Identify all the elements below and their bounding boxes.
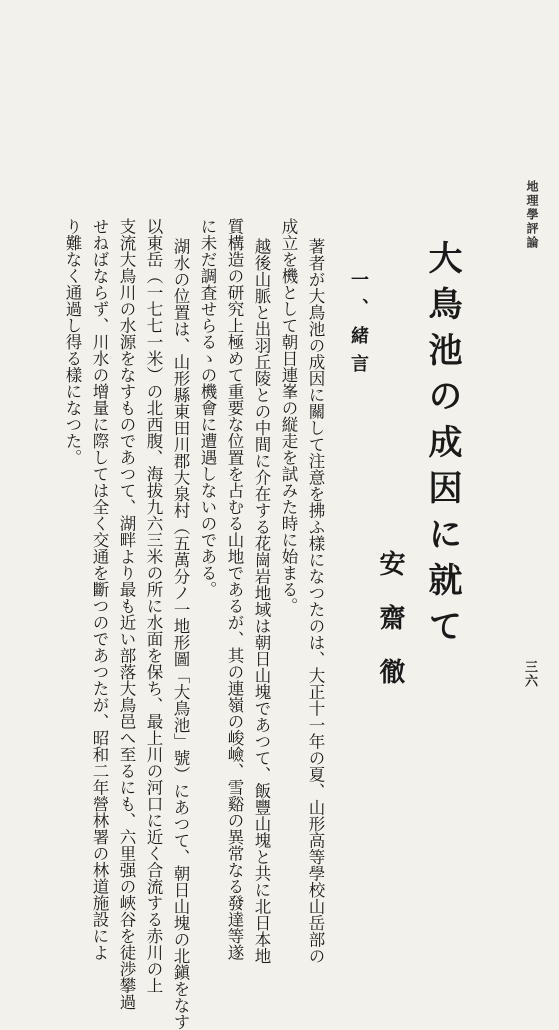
body-line: 湖水の位置は、山形縣東田川郡大泉村（五萬分ノ一地形圖「大鳥池」號）にあつて、朝日山塊の北鎭をなす [171,238,190,1030]
body-line: に未だ調査せらるゝの機會に遭遇しないのである。 [198,218,217,598]
author-name: 安齋徹 [375,550,405,712]
body-line: 以東岳（一七七一米）の北西腹、海拔九六三米の所に水面を保ち、最上川の河口に近く合流する赤川の上 [144,218,163,994]
section-heading: 一、緒言 [348,270,369,382]
body-line: 越後山脈と出羽丘陵との中間に介在する花崗岩地域は朝日山塊であつて、飯豐山塊と共に北日本地 [252,238,271,964]
journal-name: 地理學評論 [525,180,539,250]
body-line: 質構造の研究上極めて重要な位置を占むる山地であるが、其の連嶺の峻嶮、雪谿の異常なる發達等遂 [225,218,244,961]
body-line: 支流大鳥川の水源をなすものであつて、湖畔より最も近い部落大鳥邑へ至るにも、六里强の峽谷を徒渉攀過 [117,218,136,1010]
body-line: り難なく通過し得る樣になつた。 [63,218,82,466]
article-title: 大鳥池の成因に就て [422,240,462,654]
body-line: 著者が大鳥池の成因に關して注意を拂ふ樣になつたのは、大正十一年の夏、山形高等學校山岳部の [306,238,325,964]
body-line: 成立を機として朝日連峯の縦走を試みた時に始まる。 [279,218,298,614]
body-line: せねばならず、川水の增量に際しては全く交通を斷つのであつたが、昭和二年營林署の林道施設によ [90,218,109,961]
page-number: 三六 [522,660,537,688]
